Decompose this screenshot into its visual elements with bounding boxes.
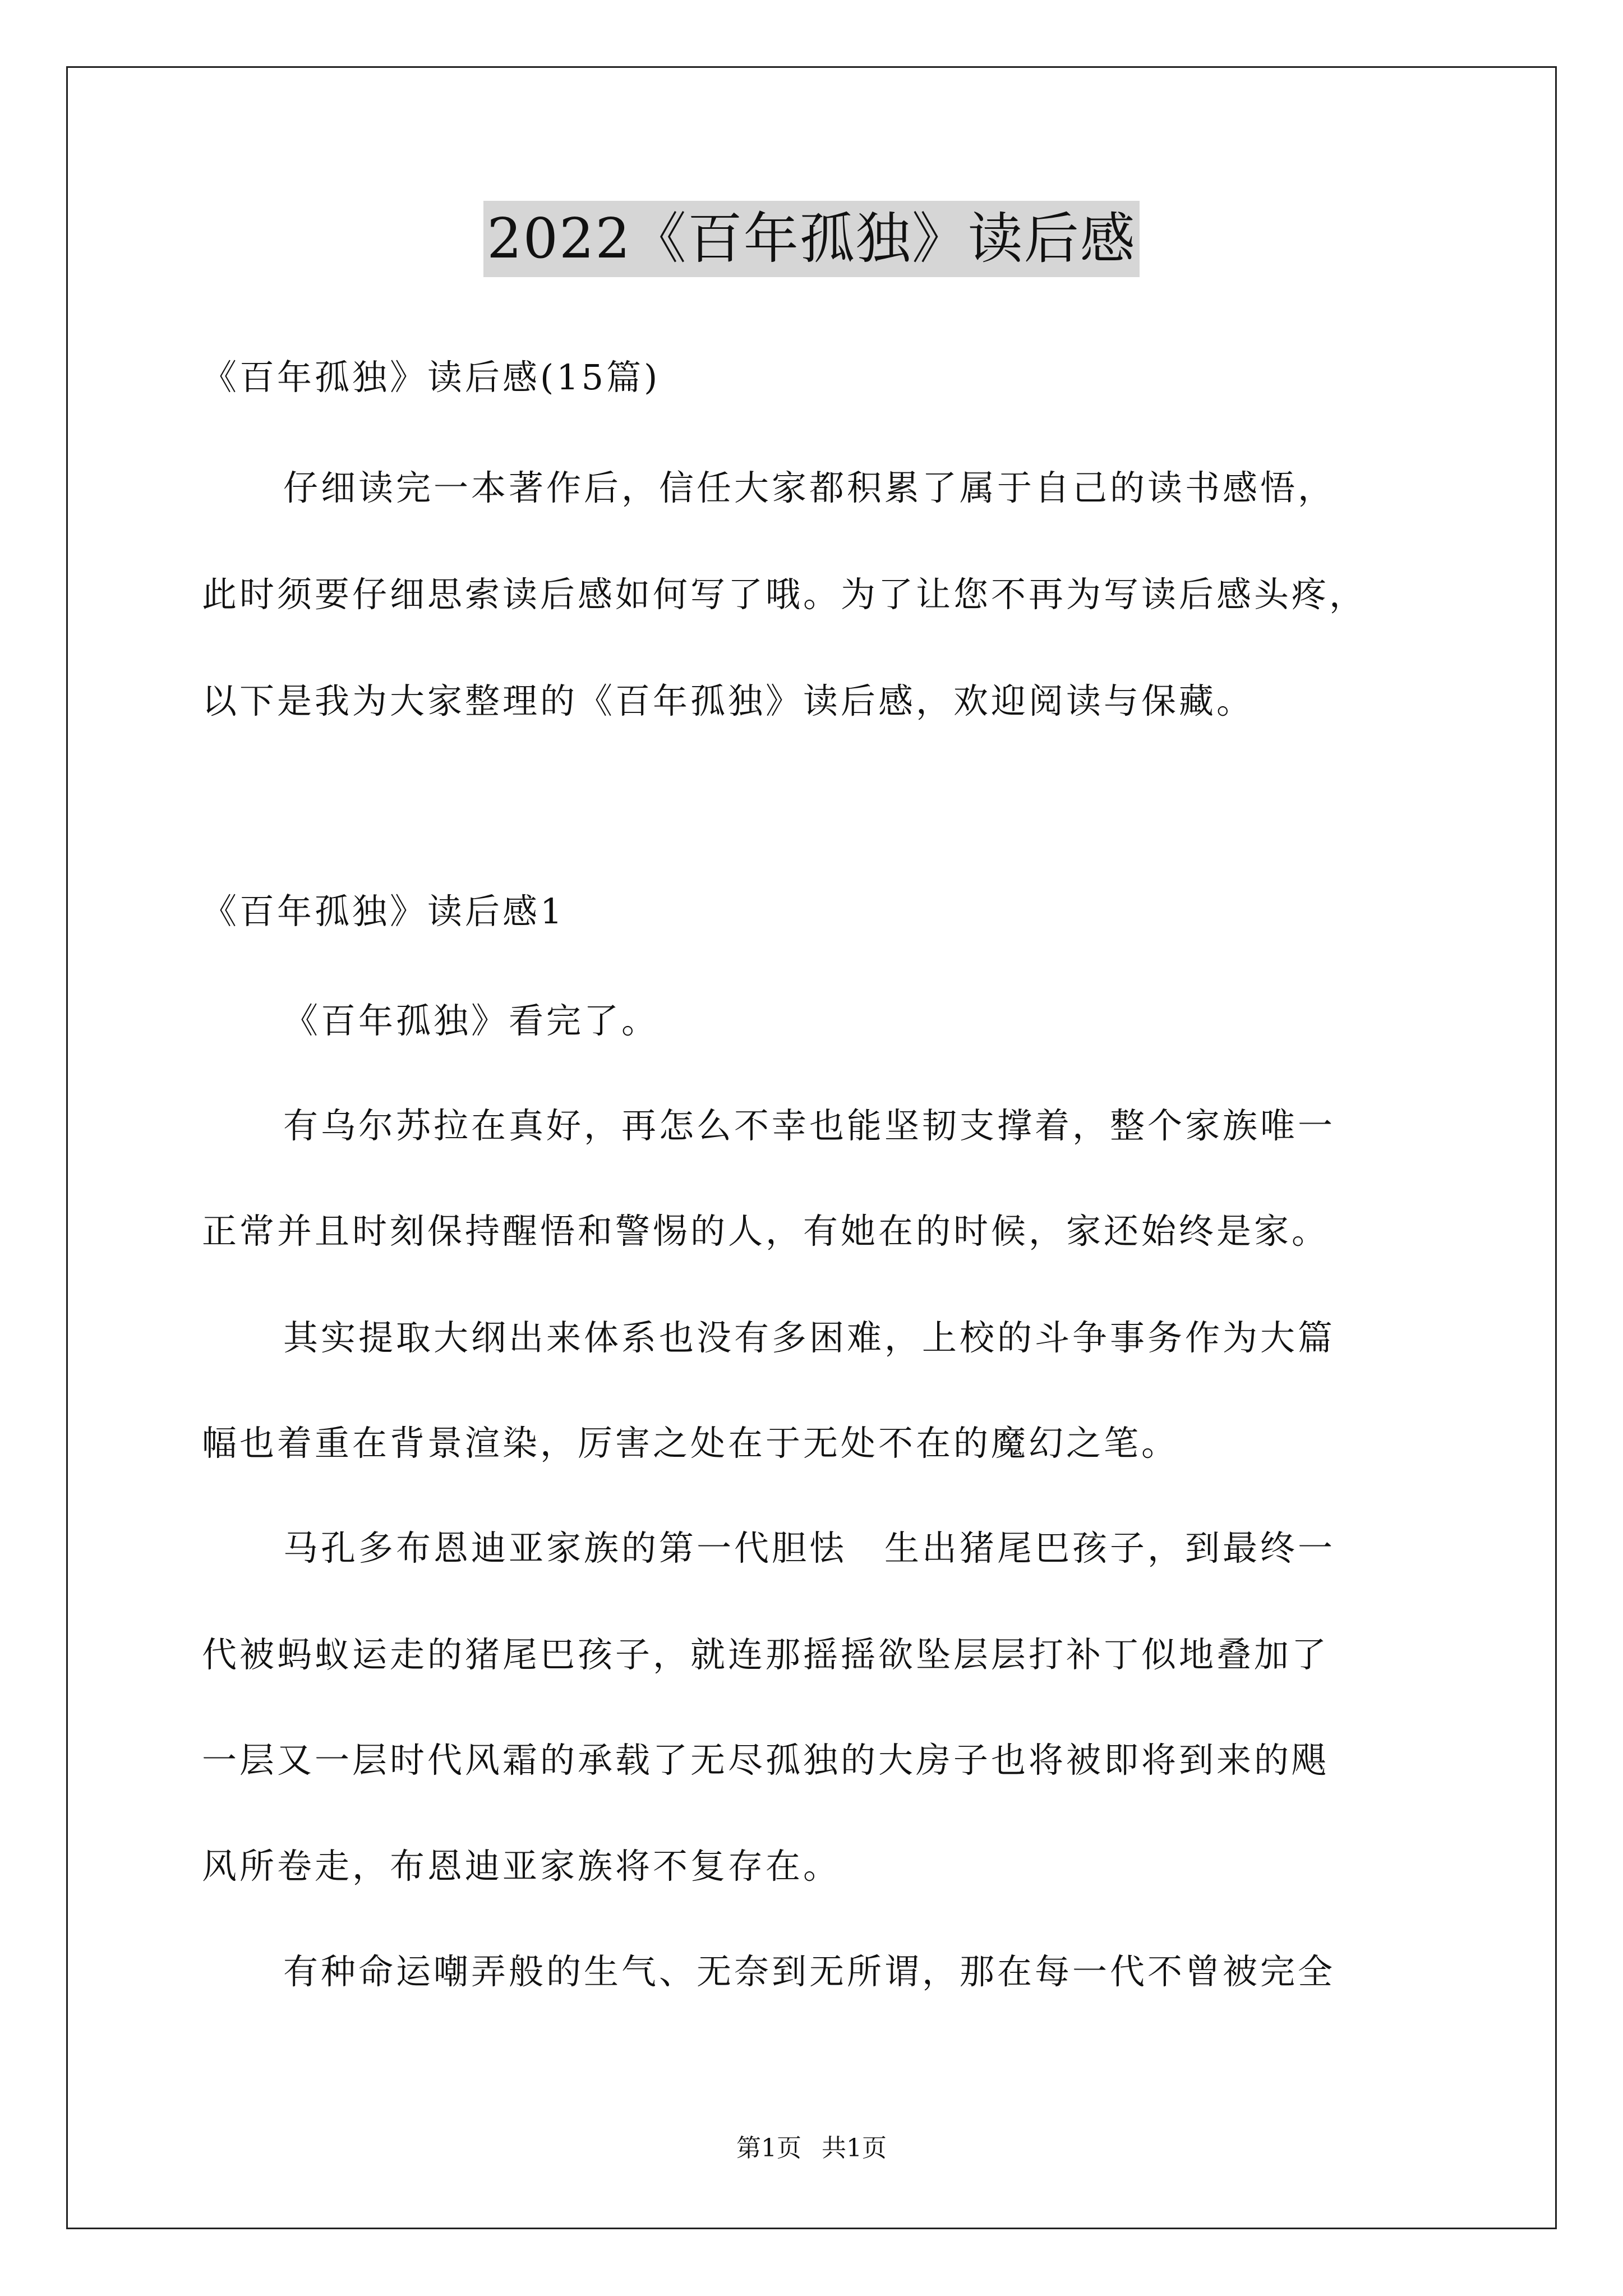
- body-line: 《百年孤独》看完了。: [283, 1000, 660, 1041]
- body-line: 有乌尔苏拉在真好，再怎么不幸也能坚韧支撑着，整个家族唯一: [283, 1105, 1336, 1146]
- document-title: 2022《百年孤独》读后感: [483, 201, 1139, 277]
- title-container: [0, 201, 1623, 277]
- body-line: 其实提取大纲出来体系也没有多困难，上校的斗争事务作为大篇: [283, 1317, 1336, 1358]
- body-line: 正常并且时刻保持醒悟和警惕的人，有她在的时候，家还始终是家。: [202, 1211, 1330, 1251]
- body-line: 代被蚂蚁运走的猪尾巴孩子，就连那摇摇欲坠层层打补丁似地叠加了: [202, 1634, 1330, 1675]
- body-line: 马孔多布恩迪亚家族的第一代胆怯 生出猪尾巴孩子，到最终一: [283, 1527, 1336, 1568]
- intro-line: 以下是我为大家整理的《百年孤独》读后感，欢迎阅读与保藏。: [202, 680, 1255, 721]
- body-line: 幅也着重在背景渲染，厉害之处在于无处不在的魔幻之笔。: [202, 1423, 1179, 1464]
- collection-heading: 《百年孤独》读后感(15篇): [202, 357, 661, 398]
- body-line: 有种命运嘲弄般的生气、无奈到无所谓，那在每一代不曾被完全: [283, 1951, 1336, 1992]
- intro-line: 仔细读完一本著作后，信任大家都积累了属于自己的读书感悟，: [283, 467, 1336, 508]
- page-total: 共1页: [822, 2134, 887, 2162]
- page-footer: [0, 2132, 1623, 2165]
- body-line: 一层又一层时代风霜的承载了无尽孤独的大房子也将被即将到来的飓: [202, 1740, 1330, 1780]
- body-line: 风所卷走，布恩迪亚家族将不复存在。: [202, 1846, 841, 1887]
- section-heading: 《百年孤独》读后感1: [202, 891, 565, 932]
- page-number: 第1页: [736, 2134, 801, 2162]
- intro-line: 此时须要仔细思索读后感如何写了哦。为了让您不再为写读后感头疼，: [202, 574, 1367, 615]
